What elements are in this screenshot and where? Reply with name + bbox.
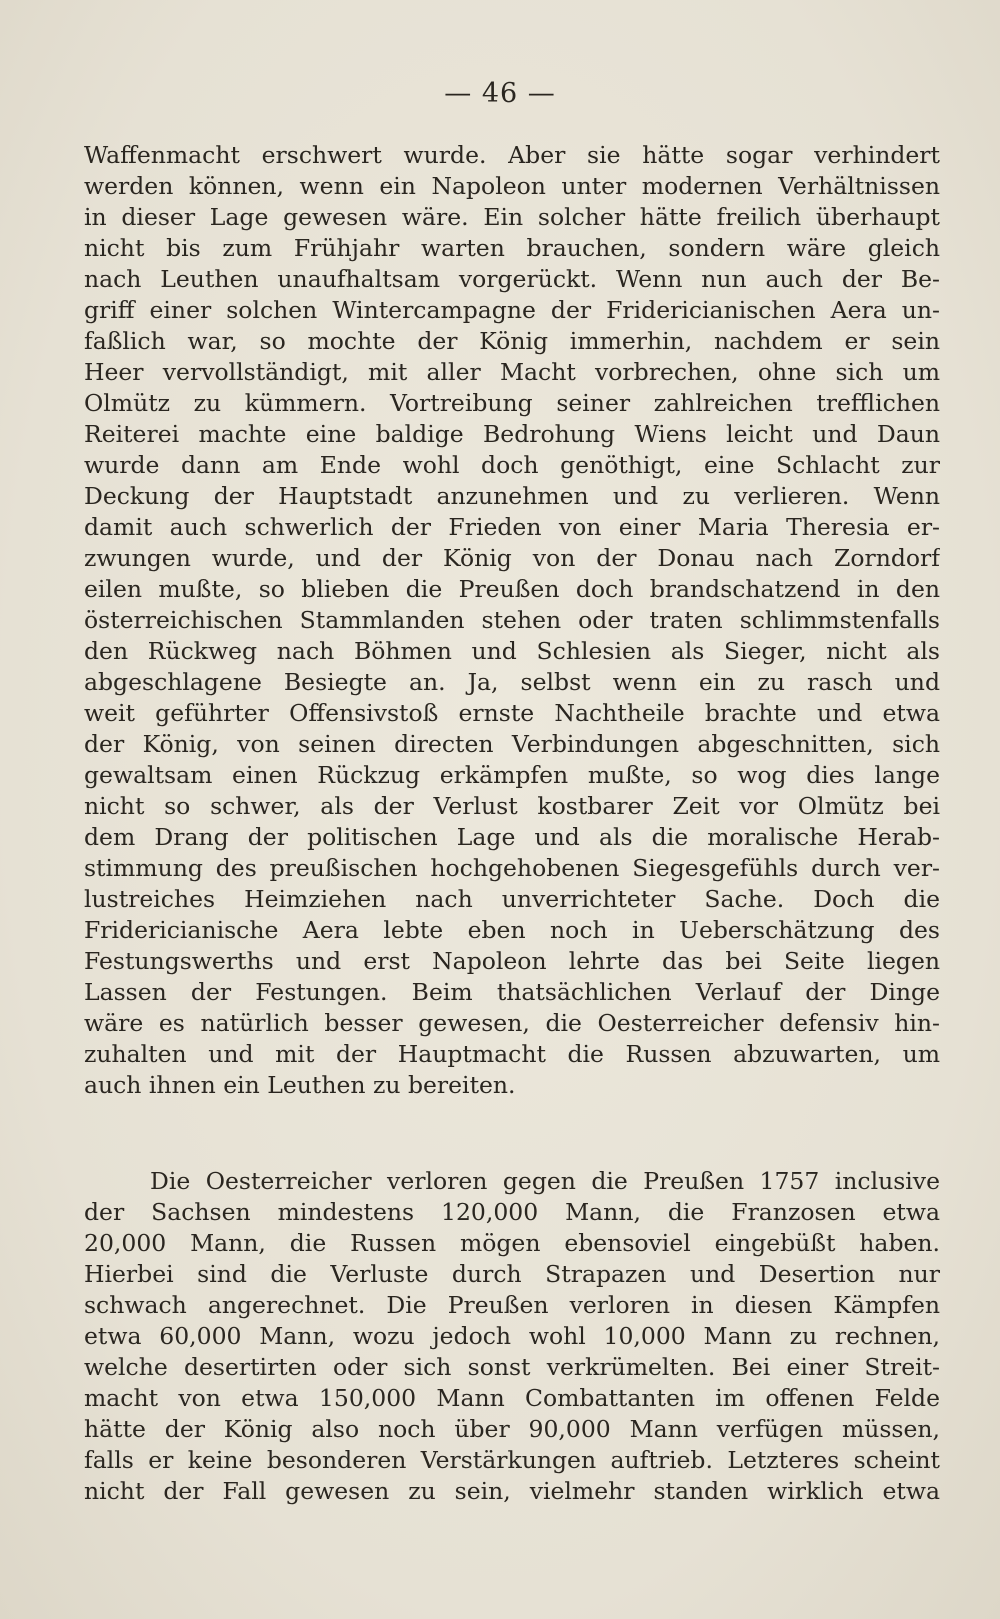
text-line: stimmung des preußischen hochgehobenen Siegesgefühls durch ver- (84, 854, 940, 882)
text-line: faßlich war, so mochte der König immerhin, nachdem er sein (84, 327, 940, 355)
text-line: falls er keine besonderen Verstärkungen auftrieb. Letzteres scheint (84, 1446, 940, 1474)
text-line: österreichischen Stammlanden stehen oder traten schlimmstenfalls (84, 606, 940, 634)
text-line: Die Oesterreicher verloren gegen die Preußen 1757 inclusive (150, 1167, 940, 1195)
text-line: Waffenmacht erschwert wurde. Aber sie hätte sogar verhindert (84, 141, 940, 169)
text-line: eilen mußte, so blieben die Preußen doch brandschatzend in den (84, 575, 940, 603)
text-line: wurde dann am Ende wohl doch genöthigt, eine Schlacht zur (84, 451, 940, 479)
text-line: dem Drang der politischen Lage und als die moralische Herab- (84, 823, 940, 851)
text-line: gewaltsam einen Rückzug erkämpfen mußte, so wog dies lange (84, 761, 940, 789)
text-line: zuhalten und mit der Hauptmacht die Russen abzuwarten, um (84, 1040, 940, 1068)
text-line: lustreiches Heimziehen nach unverrichteter Sache. Doch die (84, 885, 940, 913)
text-line: etwa 60,000 Mann, wozu jedoch wohl 10,000 Mann zu rechnen, (84, 1322, 940, 1350)
text-line: zwungen wurde, und der König von der Donau nach Zorndorf (84, 544, 940, 572)
paragraph-2 (84, 1166, 940, 1507)
text-line: den Rückweg nach Böhmen und Schlesien als Sieger, nicht als (84, 637, 940, 665)
text-line: nach Leuthen unaufhaltsam vorgerückt. Wenn nun auch der Be- (84, 265, 940, 293)
text-line: der Sachsen mindestens 120,000 Mann, die Franzosen etwa (84, 1198, 940, 1226)
text-line: Heer vervollständigt, mit aller Macht vorbrechen, ohne sich um (84, 358, 940, 386)
text-line: der König, von seinen directen Verbindungen abgeschnitten, sich (84, 730, 940, 758)
text-line: damit auch schwerlich der Frieden von einer Maria Theresia er- (84, 513, 940, 541)
text-line: Reiterei machte eine baldige Bedrohung Wiens leicht und Daun (84, 420, 940, 448)
text-line: griff einer solchen Wintercampagne der Fridericianischen Aera un- (84, 296, 940, 324)
text-line: Lassen der Festungen. Beim thatsächlichen Verlauf der Dinge (84, 978, 940, 1006)
text-line: in dieser Lage gewesen wäre. Ein solcher hätte freilich überhaupt (84, 203, 940, 231)
text-line: hätte der König also noch über 90,000 Mann verfügen müssen, (84, 1415, 940, 1443)
page-number: — 46 — (444, 78, 556, 109)
text-line: Deckung der Hauptstadt anzunehmen und zu verlieren. Wenn (84, 482, 940, 510)
text-line: 20,000 Mann, die Russen mögen ebensoviel eingebüßt haben. (84, 1229, 940, 1257)
text-line: schwach angerechnet. Die Preußen verloren in diesen Kämpfen (84, 1291, 940, 1319)
text-line: macht von etwa 150,000 Mann Combattanten im offenen Felde (84, 1384, 940, 1412)
text-line: Hierbei sind die Verluste durch Strapazen und Desertion nur (84, 1260, 940, 1288)
text-line: auch ihnen ein Leuthen zu bereiten. (84, 1071, 516, 1099)
text-line: nicht so schwer, als der Verlust kostbarer Zeit vor Olmütz bei (84, 792, 940, 820)
text-line: weit geführter Offensivstoß ernste Nachtheile brachte und etwa (84, 699, 940, 727)
text-line: werden können, wenn ein Napoleon unter modernen Verhältnissen (84, 172, 940, 200)
text-line: Fridericianische Aera lebte eben noch in Ueberschätzung des (84, 916, 940, 944)
text-line: abgeschlagene Besiegte an. Ja, selbst wenn ein zu rasch und (84, 668, 940, 696)
text-line: Olmütz zu kümmern. Vortreibung seiner zahlreichen trefflichen (84, 389, 940, 417)
paragraph-1 (84, 140, 940, 1101)
text-line: Festungswerths und erst Napoleon lehrte das bei Seite liegen (84, 947, 940, 975)
text-line: nicht bis zum Frühjahr warten brauchen, sondern wäre gleich (84, 234, 940, 262)
text-line: welche desertirten oder sich sonst verkrümelten. Bei einer Streit- (84, 1353, 940, 1381)
text-line: wäre es natürlich besser gewesen, die Oesterreicher defensiv hin- (84, 1009, 940, 1037)
text-line: nicht der Fall gewesen zu sein, vielmehr standen wirklich etwa (84, 1477, 940, 1505)
